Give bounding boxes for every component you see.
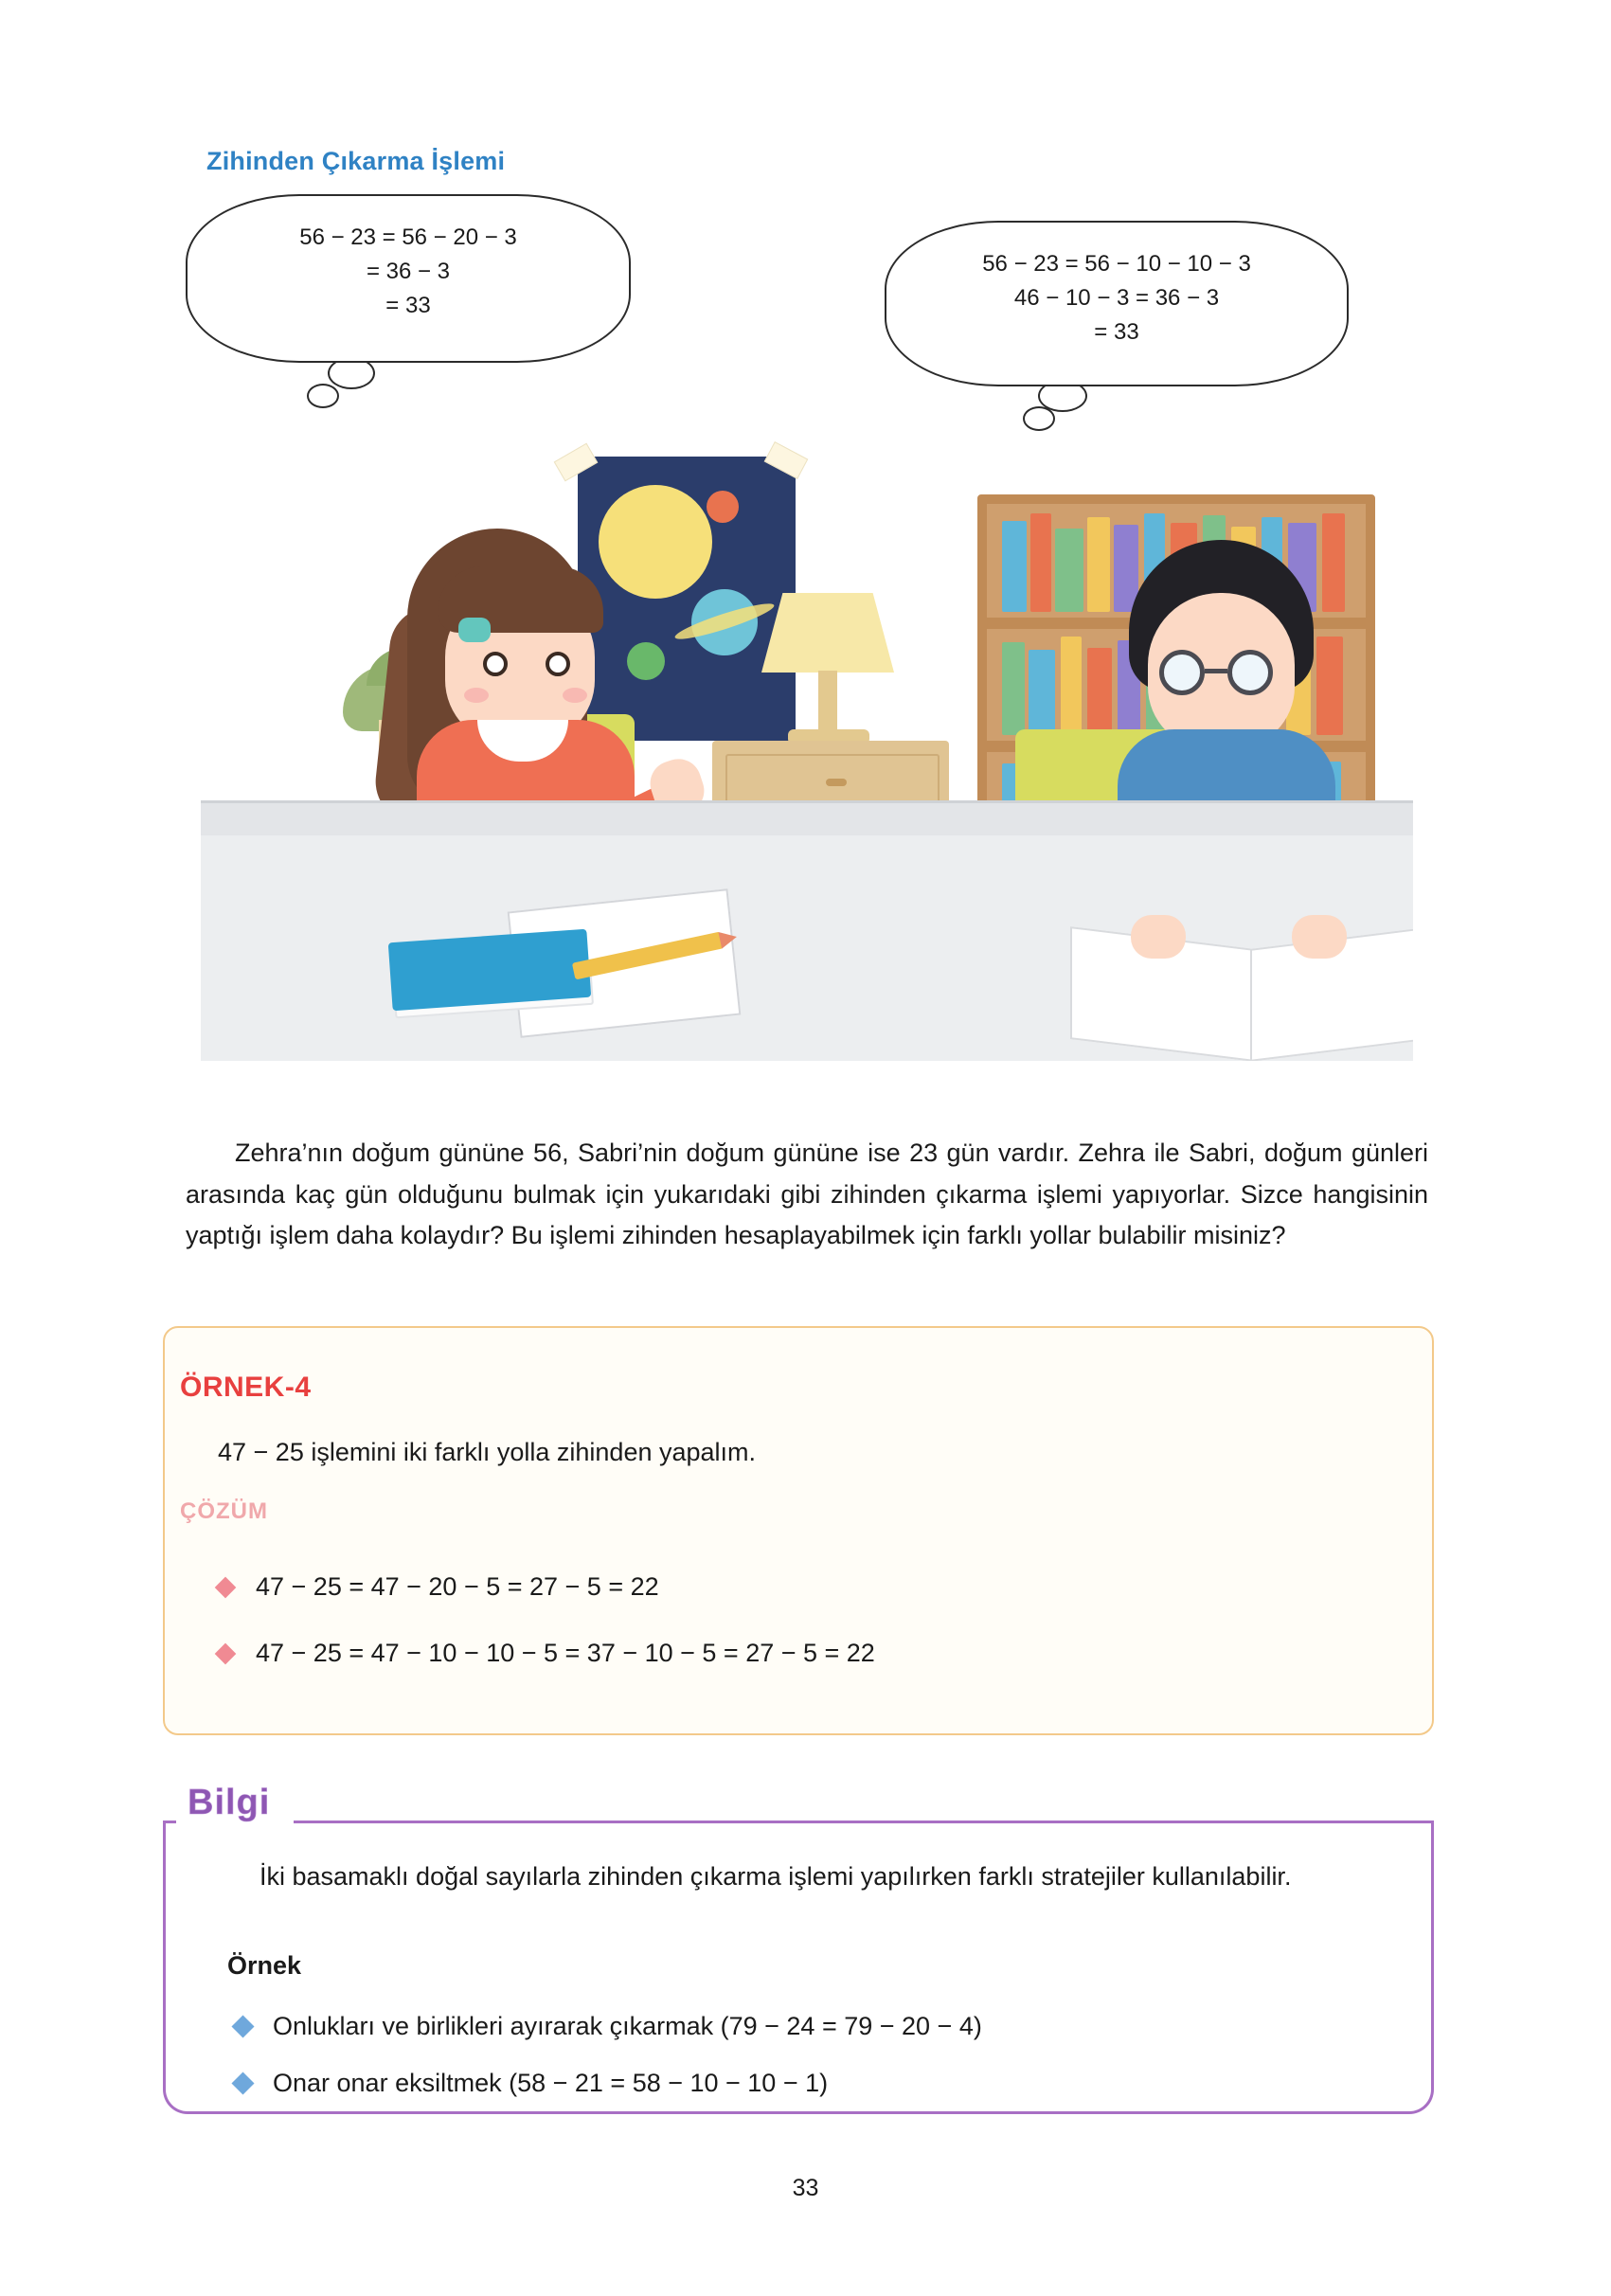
solution-label: ÇÖZÜM xyxy=(180,1498,268,1524)
book xyxy=(1061,637,1082,735)
girl-hair-tie xyxy=(458,618,491,642)
closed-book xyxy=(388,929,592,1011)
info-text: İki basamaklı doğal sayılarla zihinden çıkarma işlemi yapılırken farklı stratejiler kullanılabilir. xyxy=(260,1862,1292,1891)
info-example-label: Örnek xyxy=(227,1951,302,1980)
book xyxy=(1055,529,1083,612)
page-number: 33 xyxy=(792,2175,819,2201)
bubble-left-line2: = 36 − 3 xyxy=(366,259,451,284)
bubble-left-line1: 56 − 23 = 56 − 20 − 3 xyxy=(299,224,517,250)
example-box xyxy=(163,1326,1434,1735)
info-item-1: Onlukları ve birlikleri ayırarak çıkarmak (79 − 24 = 79 − 20 − 4) xyxy=(273,2012,982,2040)
boy-glasses-bridge xyxy=(1205,669,1227,673)
poster-planet-green xyxy=(627,642,665,680)
book xyxy=(1087,517,1110,612)
thought-bubble-tail xyxy=(1023,406,1055,431)
boy-glasses-lens xyxy=(1227,650,1273,695)
scene-illustration xyxy=(186,194,1426,1094)
book xyxy=(1030,513,1051,612)
lamp-stand xyxy=(818,671,837,733)
girl-cheek xyxy=(563,688,587,703)
room-scene xyxy=(201,407,1413,1061)
boy-glasses-lens xyxy=(1159,650,1205,695)
book xyxy=(1316,637,1343,735)
example-problem: 47 − 25 işlemini iki farklı yolla zihinden yapalım. xyxy=(218,1438,757,1466)
thought-bubble-left xyxy=(186,194,631,363)
intro-paragraph: Zehra’nın doğum gününe 56, Sabri’nin doğum gününe ise 23 gün vardır. Zehra ile Sabri, doğum günleri arasında kaç gün olduğunu bulmak için yukarıdaki gibi zihinden çıkarma işlemi yapıyorlar. Sizce hangisinin yaptığı işlem daha kolaydır? Bu işlemi zihinden hesaplayabilmek için farklı yollar bulabilir misiniz? xyxy=(186,1139,1428,1250)
boy-hand xyxy=(1292,915,1347,959)
example-title: ÖRNEK-4 xyxy=(180,1372,312,1403)
girl-cheek xyxy=(464,688,489,703)
poster-sun xyxy=(599,485,712,599)
book xyxy=(1002,642,1025,735)
solution-line-2: 47 − 25 = 47 − 10 − 10 − 5 = 37 − 10 − 5 = 27 − 5 = 22 xyxy=(256,1639,875,1667)
bubble-left-line3: = 33 xyxy=(385,293,431,318)
info-label: Bilgi xyxy=(176,1783,281,1823)
book xyxy=(1322,513,1345,612)
poster-planet-red xyxy=(707,491,739,523)
drawer-knob xyxy=(826,779,847,786)
info-item-2: Onar onar eksiltmek (58 − 21 = 58 − 10 − 10 − 1) xyxy=(273,2069,829,2097)
solution-line-1: 47 − 25 = 47 − 20 − 5 = 27 − 5 = 22 xyxy=(256,1572,659,1601)
girl-eye xyxy=(483,652,508,676)
thought-bubble-right xyxy=(885,221,1349,386)
bubble-right-line1: 56 − 23 = 56 − 10 − 10 − 3 xyxy=(982,251,1251,277)
poster-ringed-planet xyxy=(691,589,758,655)
book xyxy=(1029,650,1055,735)
bubble-right-line3: = 33 xyxy=(1094,319,1139,345)
lamp-shade xyxy=(761,593,894,673)
thought-bubble-tail xyxy=(307,384,339,408)
girl-eye xyxy=(546,652,570,676)
section-title: Zihinden Çıkarma İşlemi xyxy=(206,147,506,175)
book xyxy=(1002,521,1027,612)
book xyxy=(1087,648,1112,735)
boy-hand xyxy=(1131,915,1186,959)
space-poster xyxy=(578,457,796,741)
bubble-right-line2: 46 − 10 − 3 = 36 − 3 xyxy=(1013,285,1220,311)
